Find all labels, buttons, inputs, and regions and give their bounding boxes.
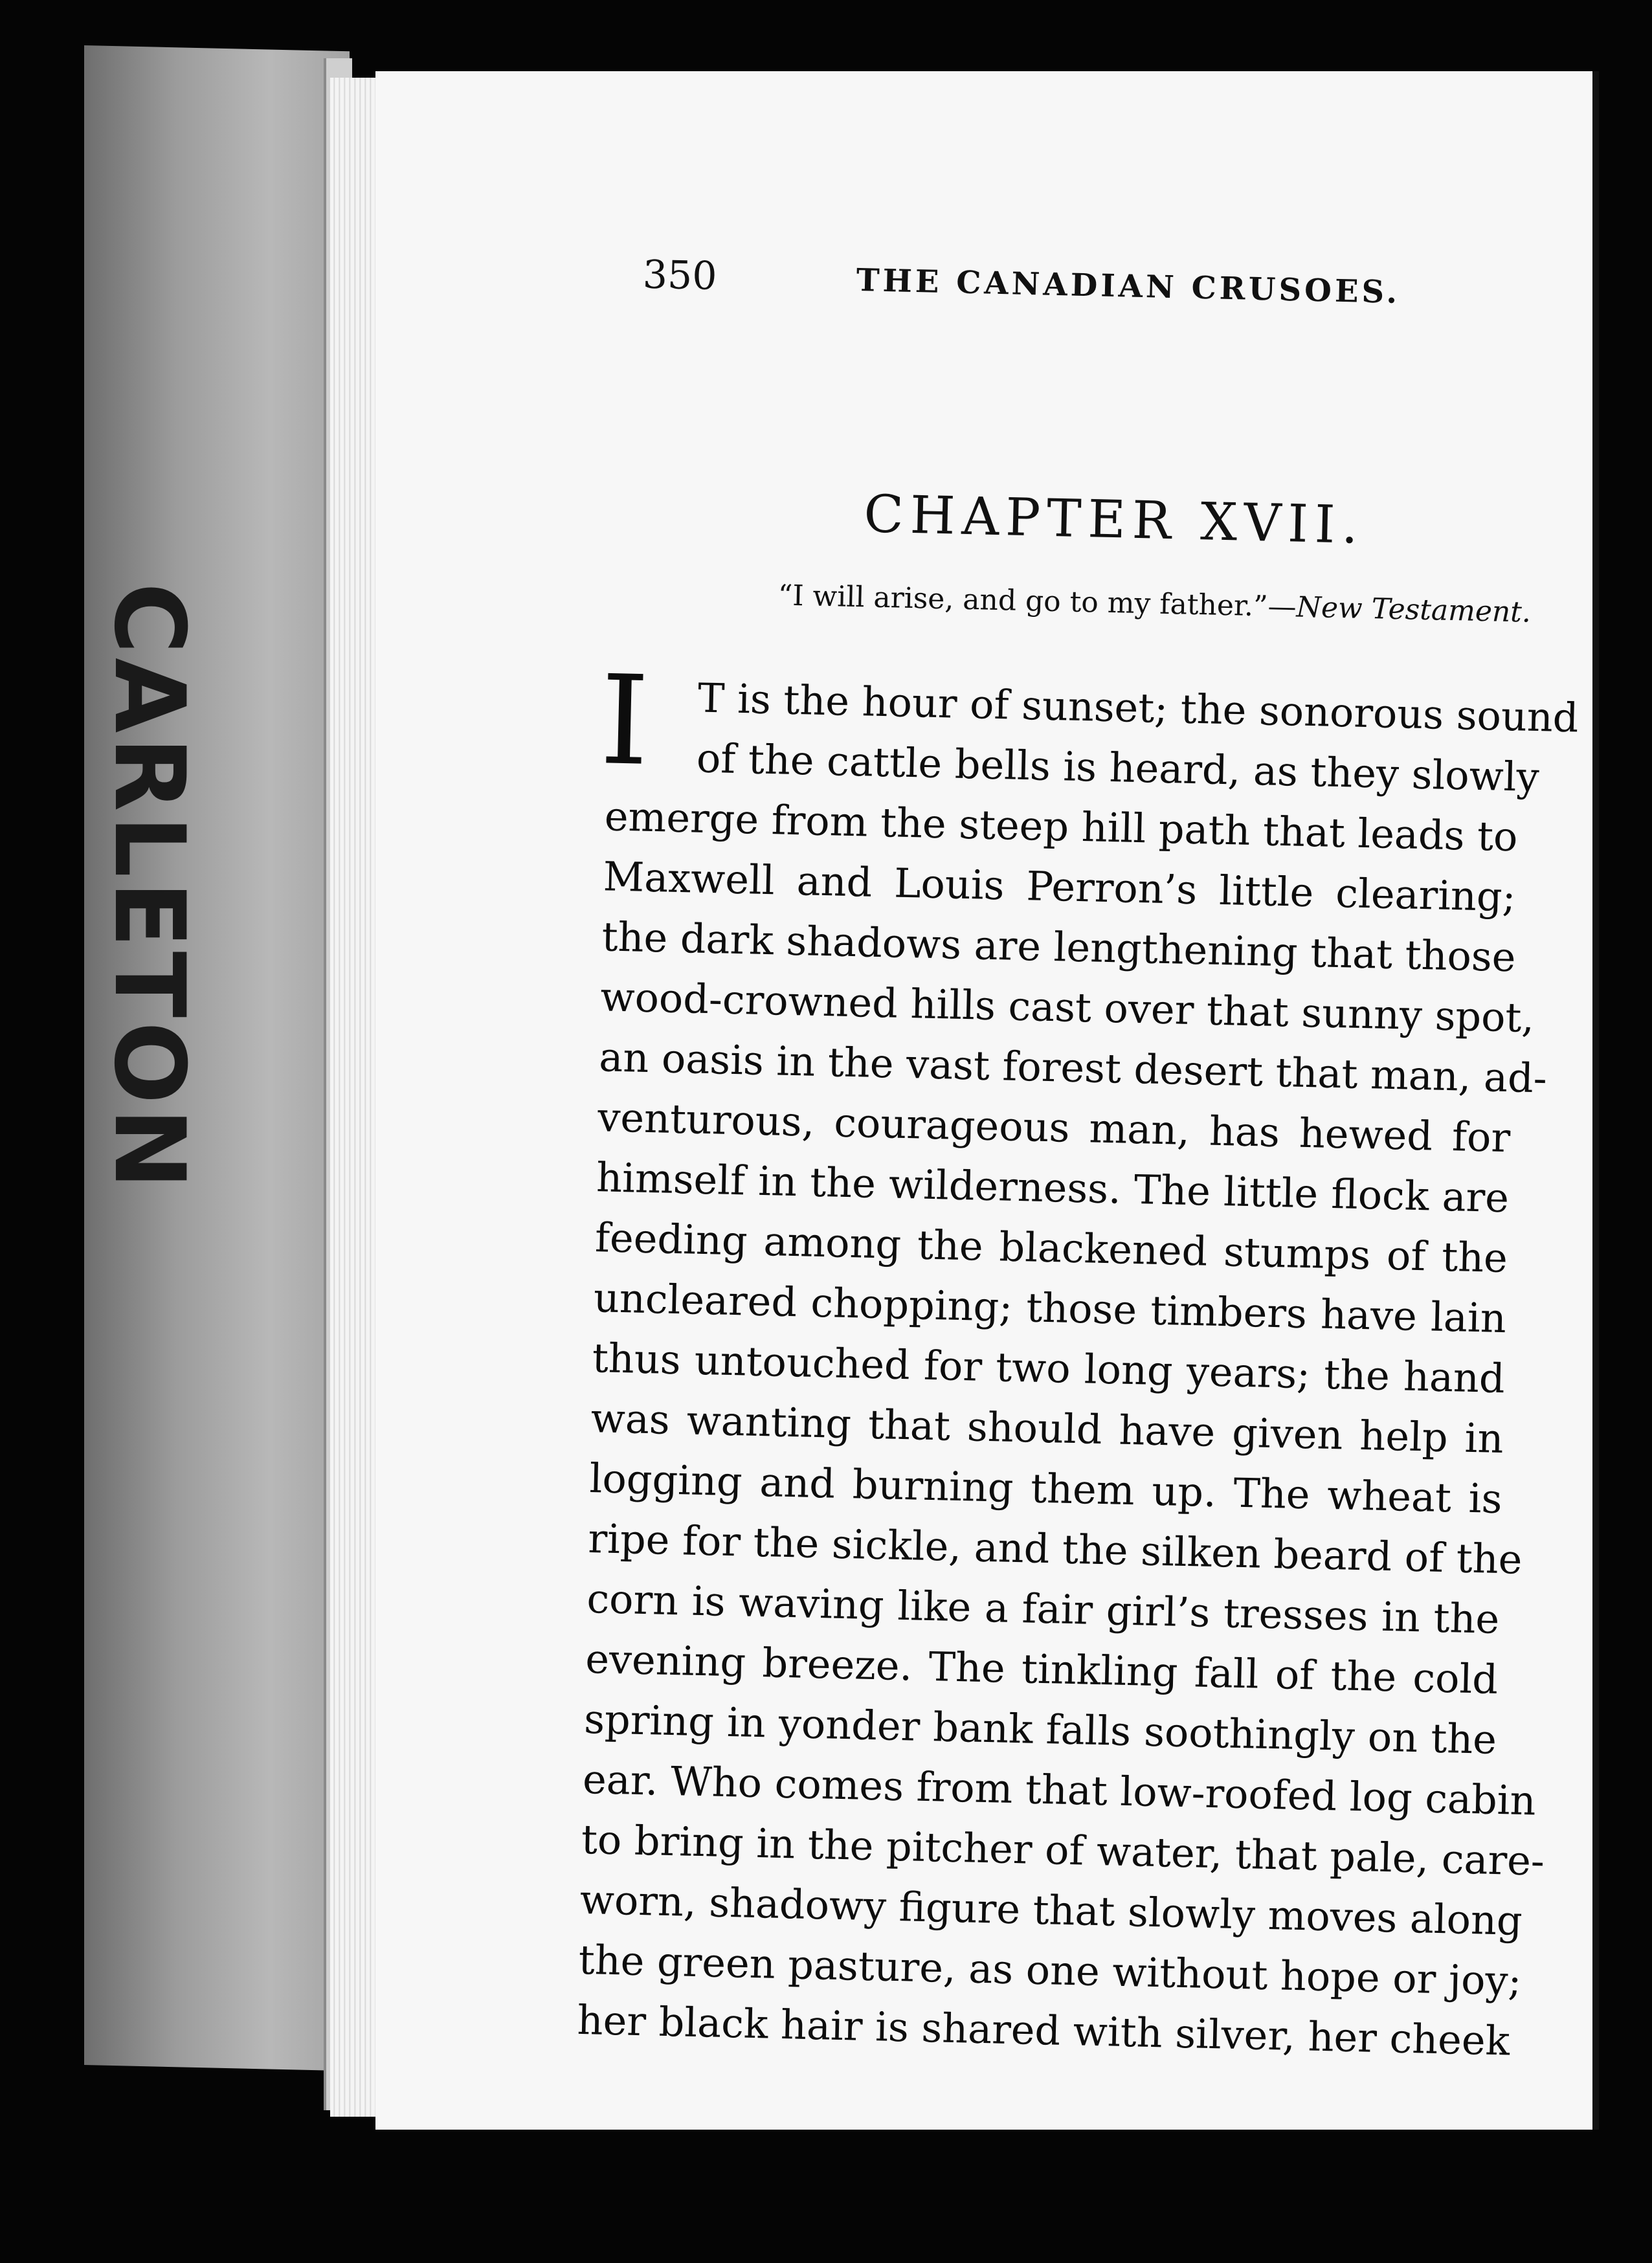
body-text	[576, 649, 1579, 2070]
drop-cap: I	[598, 649, 651, 793]
body-line: logging and burning them up. The wheat is	[588, 1455, 1503, 1523]
body-line: ripe for the sickle, and the silken beard of the	[587, 1515, 1523, 1583]
body-line: worn, shadowy figure that slowly moves along	[579, 1875, 1523, 1945]
body-line: evening breeze. The tinkling fall of the cold	[585, 1635, 1499, 1703]
chapter-heading: CHAPTER XVII.	[863, 484, 1365, 555]
epigraph-quote: “I will arise, and go to my father.”—	[777, 579, 1297, 624]
page-number: 350	[642, 252, 718, 300]
running-head	[642, 252, 1407, 321]
body-line: uncleared chopping; those timbers have lain	[593, 1274, 1507, 1343]
body-line: emerge from the steep hill path that leads to	[604, 792, 1519, 861]
spine-title: CARLETON	[93, 583, 205, 1194]
body-line: himself in the wilderness. The little flock are	[596, 1154, 1510, 1222]
running-title: THE CANADIAN CRUSOES.	[856, 262, 1401, 311]
body-line: T is the hour of sunset; the sonorous sound	[697, 674, 1579, 742]
body-line: Maxwell and Louis Perron’s little clearing;	[603, 853, 1517, 921]
body-line: to bring in the pitcher of water, that pale, care-	[581, 1815, 1545, 1885]
body-line: feeding among the blackened stumps of the	[594, 1214, 1508, 1282]
body-line: her black hair is shared with silver, her cheek	[576, 1996, 1511, 2065]
body-line: corn is waving like a fair girl’s tresses in the	[586, 1575, 1501, 1643]
book-page	[375, 71, 1599, 2130]
page-content	[329, 71, 1592, 2157]
body-line: the dark shadows are lengthening that those	[601, 913, 1517, 981]
epigraph-source: New Testament.	[1296, 590, 1532, 629]
body-line: thus untouched for two long years; the hand	[592, 1334, 1506, 1403]
body-line: was wanting that should have given help in	[590, 1394, 1504, 1463]
body-line: wood-crowned hills cast over that sunny spot,	[599, 973, 1535, 1042]
body-line: ear. Who comes from that low-roofed log cabin	[582, 1755, 1537, 1825]
epigraph	[777, 579, 1555, 629]
body-line: an oasis in the vast forest desert that man, ad-	[598, 1033, 1548, 1102]
body-line: venturous, courageous man, has hewed for	[597, 1093, 1511, 1162]
body-line: the green pasture, as one without hope or joy;	[578, 1935, 1523, 2005]
body-line: spring in yonder bank falls soothingly on the	[583, 1695, 1497, 1763]
body-line: of the cattle bells is heard, as they slowly	[696, 734, 1540, 801]
